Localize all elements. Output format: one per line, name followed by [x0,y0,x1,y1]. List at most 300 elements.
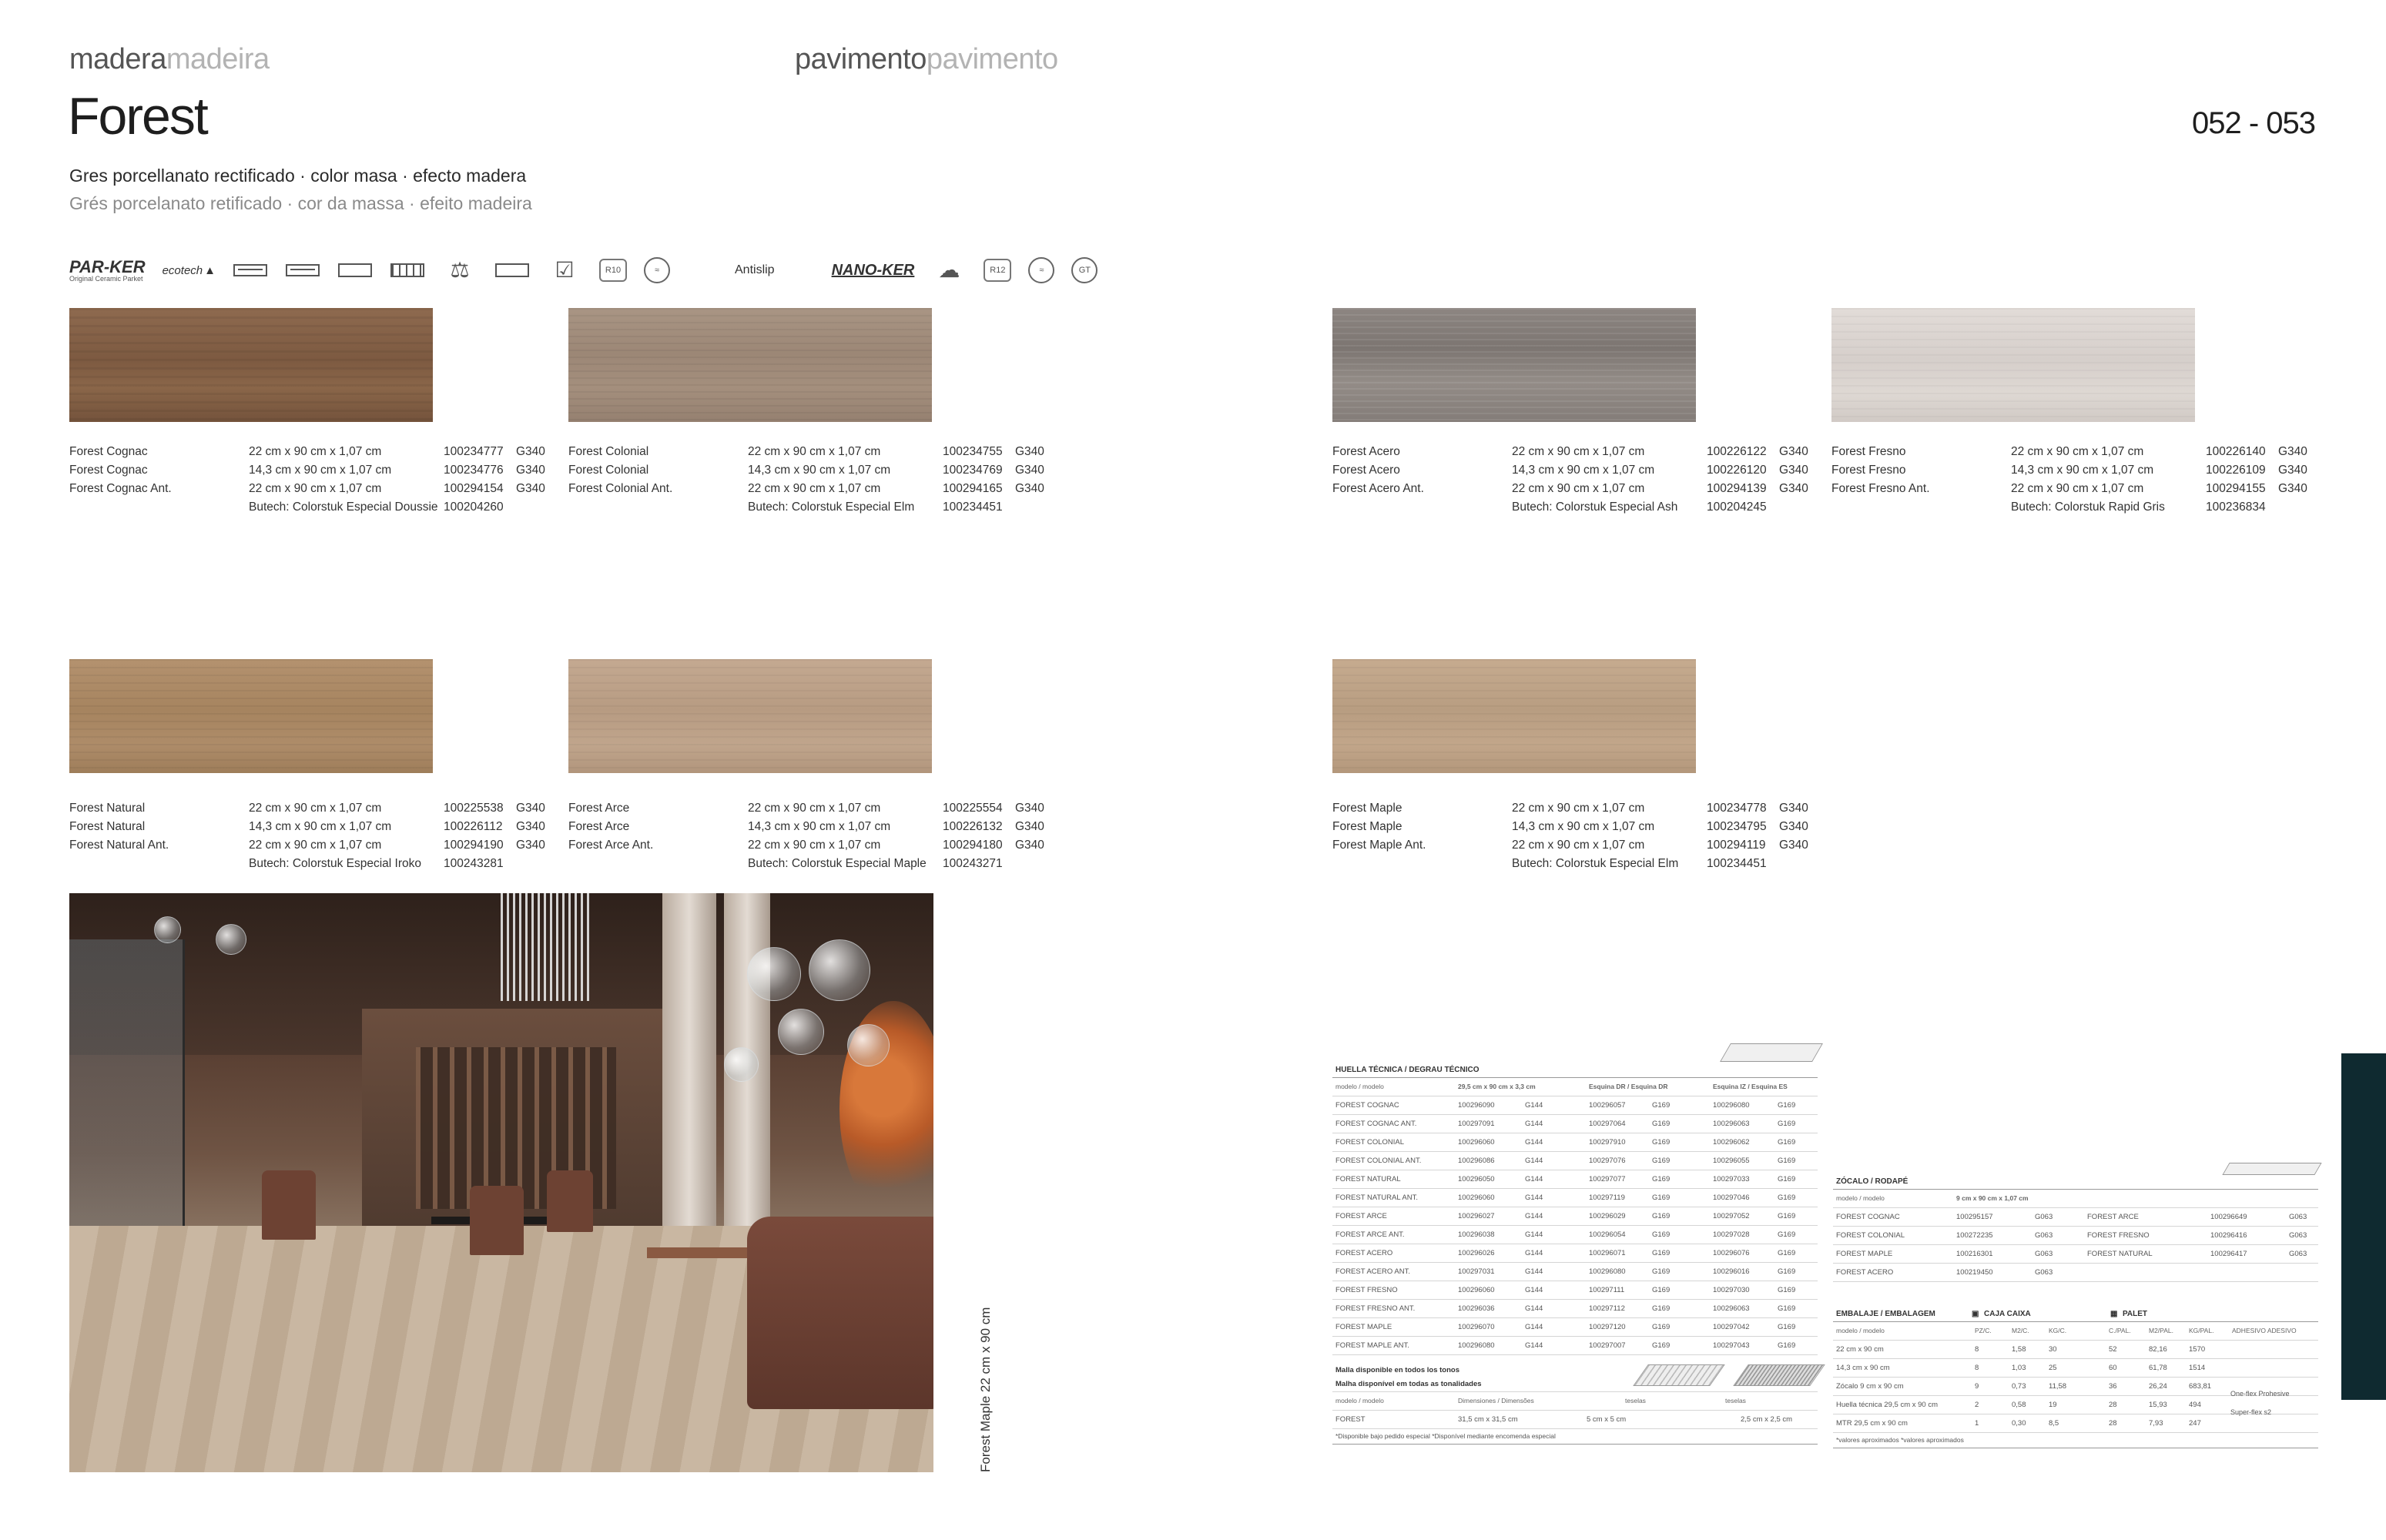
cell: 5 cm x 5 cm [1587,1415,1627,1424]
spec-code: 100226132 [943,820,1003,833]
cell: 100296060 [1458,1286,1495,1294]
huella-row [1332,1133,1818,1152]
photo-glass-pendant [809,939,870,1001]
cell: 100297910 [1589,1138,1626,1147]
cell: G169 [1652,1230,1671,1239]
cell: G169 [1778,1157,1796,1165]
spec-row [1332,855,1818,873]
spec-group: G340 [2278,482,2307,495]
cell: G169 [1652,1120,1671,1128]
photo-chair [262,1170,316,1240]
cell: G144 [1525,1138,1543,1147]
col-header: teselas [1625,1397,1646,1404]
photo-glass-pendant [154,916,181,943]
spec-code: 100234795 [1707,820,1767,833]
cell: 30 [2049,1345,2057,1354]
cell: 100297046 [1713,1194,1750,1202]
spec-group: G340 [516,464,545,477]
cell: FOREST NATURAL [2087,1250,2153,1258]
embalaje-row [1833,1414,2318,1433]
spec-name: Forest Colonial [568,464,649,477]
cell: 0,30 [2012,1419,2026,1428]
spec-group: G340 [1015,445,1044,458]
cell: G144 [1525,1212,1543,1220]
tile-swatch-cognac [69,308,433,422]
category-es: madera [69,43,166,75]
gt-label: GT [1078,266,1091,275]
spec-size: 14,3 cm x 90 cm x 1,07 cm [249,464,392,477]
mesh-5cm-drawing [1633,1364,1725,1386]
embalaje-note: *valores aproximados *valores aproximados [1836,1436,1964,1444]
huella-row [1332,1226,1818,1244]
huella-row [1332,1318,1818,1337]
cell: 7,93 [2149,1419,2163,1428]
cell: 100297031 [1458,1267,1495,1276]
spec-row [1332,836,1818,855]
cell: G169 [1652,1175,1671,1183]
spec-grout: Butech: Colorstuk Especial Ash [1512,500,1678,514]
spec-name: Forest Cognac Ant. [69,482,172,495]
type-label [795,43,1058,76]
cell: FOREST ARCE [1335,1212,1387,1220]
spec-size: 14,3 cm x 90 cm x 1,07 cm [1512,820,1655,833]
spec-grout: Butech: Colorstuk Especial Doussie [249,500,438,514]
cell: G144 [1525,1230,1543,1239]
outdoor-use-icon: ☁ [938,258,960,282]
cell: 100296016 [1713,1267,1750,1276]
spec-name: Forest Natural Ant. [69,839,169,852]
cell: 26,24 [2149,1382,2167,1391]
cell: G169 [1652,1138,1671,1147]
spec-code: 100294155 [2206,482,2266,495]
cell: 100297007 [1589,1341,1626,1350]
parker-logo-name: PAR-KER [69,256,146,276]
parker-logo [69,256,146,283]
cell: 100296057 [1589,1101,1626,1110]
spec-group: G340 [1779,464,1808,477]
slip-class-r12-label: R12 [990,266,1006,275]
cell: 15,93 [2149,1401,2167,1409]
spec-code: 100234769 [943,464,1003,477]
huella-rows [1332,1096,1818,1355]
cell: 14,3 cm x 90 cm [1836,1364,1890,1372]
cell: 100296055 [1713,1157,1750,1165]
spec-size: 14,3 cm x 90 cm x 1,07 cm [249,820,392,833]
spec-code: 100234755 [943,445,1003,458]
cell: FOREST ACERO ANT. [1335,1267,1410,1276]
spec-row [1831,498,2317,517]
cell: 19 [2049,1401,2057,1409]
photo-sofa [747,1217,933,1409]
cell: 11,58 [2049,1382,2067,1391]
spec-block-colonial [568,443,1054,517]
cell: 1514 [2189,1364,2206,1372]
tile-grid-icon [390,259,425,281]
spec-block-maple [1332,799,1818,873]
spec-name: Forest Fresno Ant. [1831,482,1930,495]
photo-glass-pendant [847,1024,890,1066]
malla-header-row [1332,1392,1818,1411]
cell: 100296027 [1458,1212,1495,1220]
leaf-icon: ▲ [204,263,216,277]
photo-chair [470,1186,524,1255]
cell: 61,78 [2149,1364,2167,1372]
embalaje-rows [1833,1341,2318,1433]
spec-block-cognac [69,443,555,517]
spec-row [69,480,555,498]
huella-row [1332,1152,1818,1170]
embalaje-table [1833,1304,2318,1448]
tile-swatch-natural [69,659,433,773]
cell: G063 [2289,1250,2307,1258]
cell: 2 [1975,1401,1979,1409]
cell: 8,5 [2049,1419,2059,1428]
cell: FOREST MAPLE [1335,1323,1392,1331]
spec-name: Forest Arce [568,820,630,833]
cell: 100296060 [1458,1138,1495,1147]
embalaje-header-row [1833,1322,2318,1341]
cell: G169 [1652,1304,1671,1313]
cell: 100296070 [1458,1323,1495,1331]
cell: 494 [2189,1401,2201,1409]
subtitle-es: Gres porcellanato rectificado · color masa · efecto madera [69,166,527,186]
cell: G144 [1525,1120,1543,1128]
spec-size: 22 cm x 90 cm x 1,07 cm [1512,839,1645,852]
cell: FOREST NATURAL [1335,1175,1401,1183]
spec-name: Forest Acero [1332,445,1400,458]
zocalo-header-row [1833,1190,2318,1208]
adhesive-1: One-flex Prohesive [2230,1390,2290,1398]
spec-code: 100294180 [943,839,1003,852]
cell: 100296416 [2210,1231,2247,1240]
huella-row [1332,1281,1818,1300]
spec-group: G340 [516,445,545,458]
cell: 0,73 [2012,1382,2026,1391]
spec-code: 100236834 [2206,500,2266,514]
spec-grout: Butech: Colorstuk Especial Maple [748,857,927,870]
spec-size: 22 cm x 90 cm x 1,07 cm [249,482,382,495]
spec-code: 100226122 [1707,445,1767,458]
cell: 60 [2109,1364,2117,1372]
cell: FOREST ACERO [1335,1249,1393,1257]
photo-chair [547,1170,593,1232]
ecotech-logo-text: ecotech [162,263,203,277]
page-numbers: 052 - 053 [2192,106,2316,140]
spec-name: Forest Colonial Ant. [568,482,673,495]
cell: G144 [1525,1286,1543,1294]
spec-row [1831,461,2317,480]
cell: FOREST ACERO [1836,1268,1894,1277]
cell: G063 [2035,1213,2053,1221]
cell: 100297030 [1713,1286,1750,1294]
photo-glass-pendant [724,1047,759,1082]
cell: 100297120 [1589,1323,1626,1331]
spec-code: 100234777 [444,445,504,458]
spec-code: 100294119 [1707,839,1766,852]
spec-row [1332,818,1818,836]
cell: FOREST COLONIAL [1836,1231,1905,1240]
cell: FOREST COLONIAL [1335,1138,1405,1147]
cell: G169 [1652,1212,1671,1220]
cell: 1,03 [2012,1364,2026,1372]
cell: 100297076 [1589,1157,1626,1165]
spec-row [568,498,1054,517]
zocalo-title: ZÓCALO / RODAPÉ [1836,1177,1908,1186]
spec-block-arce [568,799,1054,873]
heated-floor-icon: ≈ [644,257,670,283]
caja-label: CAJA CAIXA [1984,1310,2031,1318]
type-pt: pavimento [926,43,1058,75]
zocalo-row [1833,1245,2318,1264]
cell: FOREST FRESNO [1335,1286,1398,1294]
huella-title-row [1332,1063,1818,1078]
cell: 100296054 [1589,1230,1626,1239]
spec-group: G340 [1015,464,1044,477]
cell: FOREST ARCE ANT. [1335,1230,1405,1239]
col-header: 9 cm x 90 cm x 1,07 cm [1956,1194,2029,1202]
cell: FOREST COGNAC [1335,1101,1399,1110]
cell: 100297043 [1713,1341,1750,1350]
spec-row [1332,799,1818,818]
cell: G169 [1652,1286,1671,1294]
spec-code: 100294190 [444,839,504,852]
spec-row [568,799,1054,818]
cell: G144 [1525,1323,1543,1331]
cell: G144 [1525,1249,1543,1257]
col-header: KG/PAL. [2189,1327,2214,1334]
cell: 100296649 [2210,1213,2247,1221]
spec-row [568,855,1054,873]
mesh-2-5cm-drawing [1733,1364,1825,1386]
spec-code: 100204245 [1707,500,1767,514]
cell: MTR 29,5 cm x 90 cm [1836,1419,1908,1428]
spec-group: G340 [516,820,545,833]
cell: G144 [1525,1304,1543,1313]
skirting-product-drawing [2222,1163,2321,1175]
spec-row [69,443,555,461]
step-product-drawing [1720,1043,1823,1062]
spec-code: 100225538 [444,802,504,815]
col-header: teselas [1725,1397,1746,1404]
spec-code: 100225554 [943,802,1003,815]
huella-note: *Disponible bajo pedido especial *Disponível mediante encomenda especial [1335,1432,1556,1440]
cell: 100296063 [1713,1120,1750,1128]
malla-title-pt: Malha disponível em todas as tonalidades [1335,1380,1482,1388]
cell: 100297077 [1589,1175,1626,1183]
photo-glass-pendant [778,1009,824,1055]
embalaje-row [1833,1359,2318,1378]
spec-size: 22 cm x 90 cm x 1,07 cm [2011,445,2144,458]
cell: FOREST COGNAC [1836,1213,1900,1221]
spec-row [1831,480,2317,498]
spec-row [69,855,555,873]
spec-group: G340 [1015,839,1044,852]
zocalo-row [1833,1264,2318,1282]
spec-row [568,836,1054,855]
huella-row [1332,1170,1818,1189]
cell: G144 [1525,1157,1543,1165]
col-header: Esquina DR / Esquina DR [1589,1083,1668,1090]
spec-row [69,818,555,836]
cell: G169 [1652,1249,1671,1257]
spec-row [568,818,1054,836]
zocalo-row [1833,1208,2318,1227]
cell: G169 [1652,1341,1671,1350]
cell: 100295157 [1956,1213,1993,1221]
cell: G144 [1525,1175,1543,1183]
pallet-icon: ▦ [2110,1310,2118,1318]
cell: FOREST NATURAL ANT. [1335,1194,1418,1202]
shade-variation-icon [494,259,530,281]
spec-size: 14,3 cm x 90 cm x 1,07 cm [2011,464,2154,477]
box-icon: ▣ [1972,1310,1979,1318]
cell: G169 [1652,1101,1671,1110]
cell: 100272235 [1956,1231,1993,1240]
col-header: ADHESIVO ADESIVO [2232,1327,2297,1334]
category-pt: madeira [166,43,270,75]
antislip-label: Antislip [735,263,775,276]
col-header: modelo / modelo [1836,1194,1885,1202]
interior-photo [69,893,933,1472]
cell: 22 cm x 90 cm [1836,1345,1884,1354]
malla-title: Malla disponible en todos los tonos [1335,1366,1459,1374]
cell: G169 [1778,1286,1796,1294]
spec-name: Forest Maple [1332,802,1402,815]
spec-size: 22 cm x 90 cm x 1,07 cm [748,802,881,815]
embalaje-title: EMBALAJE / EMBALAGEM [1836,1310,1935,1318]
zocalo-title-row [1833,1174,2318,1190]
spec-code: 100294139 [1707,482,1767,495]
spec-name: Forest Acero Ant. [1332,482,1424,495]
cell: 100296076 [1713,1249,1750,1257]
cell: G169 [1778,1341,1796,1350]
spec-group: G340 [1779,482,1808,495]
spec-row [1332,498,1818,517]
cell: 31,5 cm x 31,5 cm [1458,1415,1518,1424]
spec-size: 22 cm x 90 cm x 1,07 cm [1512,445,1645,458]
wear-resistance-icon: ⚖ [450,258,470,282]
zocalo-table [1833,1174,2318,1282]
feature-icon-bar [69,248,1097,293]
cell: G169 [1778,1101,1796,1110]
cell: 28 [2109,1401,2117,1409]
cell: G169 [1652,1267,1671,1276]
cell: 100219450 [1956,1268,1993,1277]
cell: G169 [1778,1249,1796,1257]
tile-swatch-arce [568,659,932,773]
col-header: C./PAL. [2109,1327,2131,1334]
spec-block-acero [1332,443,1818,517]
spec-code: 100226109 [2206,464,2266,477]
huella-row [1332,1189,1818,1207]
spec-group: G340 [1779,820,1808,833]
col-header: M2/C. [2012,1327,2029,1334]
spec-group: G340 [516,839,545,852]
cell: 1 [1975,1419,1979,1428]
spec-code: 100234451 [1707,857,1767,870]
cell: 100296060 [1458,1194,1495,1202]
spec-row [69,461,555,480]
spec-row [1332,461,1818,480]
zocalo-rows [1833,1208,2318,1282]
cell: 100296080 [1589,1267,1626,1276]
col-header: 29,5 cm x 90 cm x 3,3 cm [1458,1083,1536,1090]
cell: G169 [1778,1120,1796,1128]
spec-size: 14,3 cm x 90 cm x 1,07 cm [1512,464,1655,477]
cell: 100296036 [1458,1304,1495,1313]
cell: 100297042 [1713,1323,1750,1331]
spec-code: 100204260 [444,500,504,514]
page-title: Forest [68,87,207,146]
spec-size: 14,3 cm x 90 cm x 1,07 cm [748,464,891,477]
cell: 100297052 [1713,1212,1750,1220]
adhesive-2: Super-flex s2 [2230,1408,2272,1416]
huella-row [1332,1244,1818,1263]
huella-table [1332,1063,1818,1445]
col-header: PZ/C. [1975,1327,1992,1334]
spec-name: Forest Colonial [568,445,649,458]
spec-block-natural [69,799,555,873]
spec-name: Forest Fresno [1831,445,1906,458]
spec-name: Forest Cognac [69,445,148,458]
tile-swatch-maple [1332,659,1696,773]
spec-code: 100234451 [943,500,1003,514]
spec-group: G340 [1015,802,1044,815]
cell: G169 [1778,1194,1796,1202]
spec-row [69,799,555,818]
parker-logo-tag: Original Ceramic Parket [69,274,143,283]
cell: 100297111 [1589,1286,1625,1294]
spec-name: Forest Natural [69,802,146,815]
spec-row [69,498,555,517]
slip-class-r12-icon [984,259,1011,282]
photo-caption: Forest Maple 22 cm x 90 cm [978,1307,993,1472]
cell: 100296062 [1713,1138,1750,1147]
cell: 100296071 [1589,1249,1626,1257]
spec-group: G340 [1779,445,1808,458]
cell: G169 [1778,1138,1796,1147]
cell: Huella técnica 29,5 cm x 90 cm [1836,1401,1939,1409]
spec-size: 22 cm x 90 cm x 1,07 cm [748,839,881,852]
palet-label: PALET [2123,1310,2148,1318]
cell: 100296090 [1458,1101,1495,1110]
huella-row [1332,1115,1818,1133]
subtitle-pt: Grés porcelanato retificado · cor da massa · efeito madeira [69,193,532,213]
spec-row [1831,443,2317,461]
spec-size: 22 cm x 90 cm x 1,07 cm [1512,482,1645,495]
spec-code: 100294154 [444,482,504,495]
nanoker-logo: NANO-KER [831,261,915,279]
cell: 100296063 [1713,1304,1750,1313]
cell: G169 [1778,1267,1796,1276]
rectified-edge-icon [337,259,373,281]
huella-title: HUELLA TÉCNICA / DEGRAU TÉCNICO [1335,1066,1480,1074]
cell: FOREST [1335,1415,1366,1424]
huella-row [1332,1263,1818,1281]
cell: G169 [1778,1323,1796,1331]
spec-size: 22 cm x 90 cm x 1,07 cm [249,445,382,458]
spec-code: 100226112 [444,820,503,833]
spec-row [1332,443,1818,461]
spec-name: Forest Arce Ant. [568,839,654,852]
gt-icon [1071,257,1097,283]
spec-name: Forest Cognac [69,464,148,477]
spec-name: Forest Arce [568,802,630,815]
cell: G063 [2289,1231,2307,1240]
photo-glass-pendant [216,924,246,955]
cell: G169 [1778,1304,1796,1313]
cell: 100296038 [1458,1230,1495,1239]
